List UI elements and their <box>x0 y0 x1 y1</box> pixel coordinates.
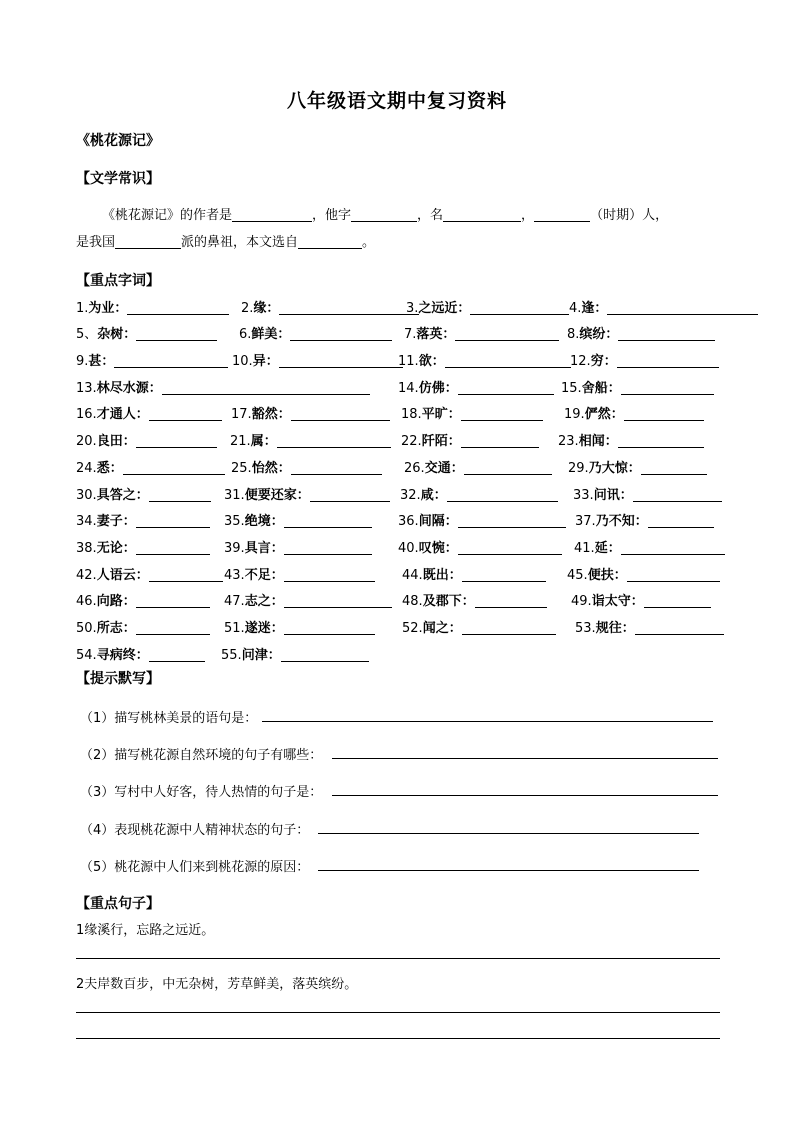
dictation-answer-line[interactable] <box>332 795 718 796</box>
vocab-item <box>398 537 562 556</box>
vocab-number: 4. <box>569 301 582 316</box>
dictation-answer-line[interactable] <box>318 833 699 834</box>
translation-line[interactable] <box>76 1038 720 1039</box>
dictation-item: （4）表现桃花源中人精神状态的句子： <box>80 823 310 838</box>
vocab-word: 舍船： <box>581 381 621 396</box>
vocab-item <box>400 484 558 503</box>
vocab-number: 39. <box>224 541 245 556</box>
vocab-answer-blank[interactable] <box>470 300 569 315</box>
vocab-word: 缤纷： <box>579 327 619 342</box>
vocab-number: 22. <box>401 434 422 449</box>
vocab-item <box>401 403 543 422</box>
source-blank[interactable] <box>298 234 362 249</box>
vocab-answer-blank[interactable] <box>291 406 390 421</box>
vocab-row <box>76 617 720 635</box>
vocab-answer-blank[interactable] <box>123 460 225 475</box>
vocab-number: 40. <box>398 541 419 556</box>
vocab-word: 阡陌： <box>421 434 461 449</box>
vocab-number: 41. <box>574 541 595 556</box>
vocab-number: 2. <box>241 301 254 316</box>
vocab-item <box>76 564 223 583</box>
vocab-item <box>76 510 210 529</box>
vocab-answer-blank[interactable] <box>284 593 392 608</box>
vocab-number: 26. <box>404 461 425 476</box>
vocab-answer-blank[interactable] <box>461 433 539 448</box>
vocab-number: 21. <box>230 434 251 449</box>
vocab-number: 19. <box>564 407 585 422</box>
vocab-number: 16. <box>76 407 97 422</box>
vocab-row <box>76 484 720 502</box>
vocab-word: 问讯： <box>593 488 633 503</box>
vocab-number: 30. <box>76 488 97 503</box>
vocab-answer-blank[interactable] <box>621 380 714 395</box>
vocab-word: 无论： <box>96 541 136 556</box>
vocab-item <box>231 403 390 422</box>
vocab-word: 具答之： <box>96 488 149 503</box>
literature-text: ，名 <box>417 208 444 223</box>
vocab-word: 豁然： <box>251 407 291 422</box>
vocab-word: 仿佛： <box>418 381 458 396</box>
vocab-item <box>402 564 546 583</box>
vocab-answer-blank[interactable] <box>277 433 391 448</box>
vocab-number: 8. <box>567 327 580 342</box>
vocab-word: 平旷： <box>421 407 461 422</box>
vocab-item <box>241 297 419 316</box>
vocab-item <box>571 590 711 609</box>
vocab-answer-blank[interactable] <box>136 433 217 448</box>
vocab-word: 交通： <box>424 461 464 476</box>
vocab-word: 诣太守： <box>591 594 644 609</box>
vocab-word: 之远近： <box>418 301 471 316</box>
vocab-word: 咸： <box>420 488 447 503</box>
dictation-item: （2）描写桃花源自然环境的句子有哪些： <box>80 748 323 763</box>
vocab-word: 具言： <box>244 541 284 556</box>
translation-line[interactable] <box>76 1012 720 1013</box>
vocab-word: 便扶： <box>587 568 627 583</box>
literature-text: ， <box>521 208 535 223</box>
vocab-word: 异： <box>252 354 279 369</box>
vocab-item <box>402 590 547 609</box>
vocab-number: 42. <box>76 568 97 583</box>
vocab-word: 悉： <box>96 461 123 476</box>
vocab-row <box>76 564 720 582</box>
vocab-answer-blank[interactable] <box>475 593 547 608</box>
vocab-item <box>76 457 225 476</box>
vocab-word: 志之： <box>244 594 284 609</box>
vocab-number: 45. <box>567 568 588 583</box>
vocab-item <box>398 350 571 369</box>
vocab-row <box>76 350 720 368</box>
vocab-number: 3. <box>406 301 419 316</box>
vocab-word: 相闻： <box>578 434 618 449</box>
vocab-answer-blank[interactable] <box>618 433 704 448</box>
vocab-number: 7. <box>404 327 417 342</box>
vocab-item <box>561 377 714 396</box>
vocab-answer-blank[interactable] <box>136 326 217 341</box>
vocab-number: 54. <box>76 648 97 663</box>
literature-text: ，他字 <box>312 208 352 223</box>
vocab-answer-blank[interactable] <box>458 380 554 395</box>
vocab-answer-blank[interactable] <box>458 513 566 528</box>
vocab-number: 48. <box>402 594 423 609</box>
vocab-row <box>76 323 720 341</box>
vocab-item <box>567 564 720 583</box>
given-name-blank[interactable] <box>443 207 521 222</box>
dictation-answer-line[interactable] <box>318 870 699 871</box>
vocab-item <box>574 537 725 556</box>
vocab-word: 间隔： <box>418 514 458 529</box>
vocab-number: 36. <box>398 514 419 529</box>
vocab-answer-blank[interactable] <box>618 326 715 341</box>
vocab-word: 甚： <box>88 354 115 369</box>
vocab-word: 良田： <box>96 434 136 449</box>
vocab-word: 怡然： <box>251 461 291 476</box>
vocab-word: 寻病终： <box>96 648 149 663</box>
vocab-number: 43. <box>224 568 245 583</box>
vocab-item <box>401 430 539 449</box>
vocab-item <box>398 377 554 396</box>
vocab-number: 10. <box>232 354 253 369</box>
vocab-answer-blank[interactable] <box>621 540 725 555</box>
literature-text: （时期）人， <box>590 208 669 223</box>
vocab-number: 17. <box>231 407 252 422</box>
dictation-item: （1）描写桃林美景的语句是： <box>80 711 258 726</box>
literature-text: 《桃花源记》的作者是 <box>102 208 233 223</box>
vocab-number: 31. <box>224 488 245 503</box>
dictation-item: （5）桃花源中人们来到桃花源的原因： <box>80 860 310 875</box>
vocab-word: 及郡下： <box>422 594 475 609</box>
vocab-word: 穷： <box>590 354 617 369</box>
literature-text: 是我国 <box>76 235 116 250</box>
vocab-item <box>76 537 210 556</box>
vocab-answer-blank[interactable] <box>644 593 711 608</box>
vocab-number: 37. <box>575 514 596 529</box>
vocab-number: 11. <box>398 354 419 369</box>
vocab-item <box>76 377 370 396</box>
vocab-number: 15. <box>561 381 582 396</box>
vocab-item <box>575 617 724 636</box>
vocab-word: 杂树： <box>97 327 137 342</box>
vocab-number: 44. <box>402 568 423 583</box>
vocab-number: 23. <box>558 434 579 449</box>
vocab-number: 18. <box>401 407 422 422</box>
vocab-item <box>76 430 217 449</box>
vocab-word: 闻之： <box>422 621 462 636</box>
vocab-item <box>558 430 704 449</box>
vocab-item <box>232 350 403 369</box>
vocab-number: 12. <box>570 354 591 369</box>
author-blank[interactable] <box>232 207 312 222</box>
vocab-item <box>569 297 758 316</box>
vocab-item <box>224 617 375 636</box>
vocab-word: 欲： <box>418 354 445 369</box>
vocab-word: 规往： <box>595 621 635 636</box>
vocab-item <box>230 430 391 449</box>
vocab-item <box>76 484 211 503</box>
literature-text: 派的鼻祖，本文选自 <box>181 235 299 250</box>
vocab-answer-blank[interactable] <box>447 487 558 502</box>
vocab-answer-blank[interactable] <box>291 460 382 475</box>
dictation-answer-line[interactable] <box>262 721 713 722</box>
vocab-word: 既出： <box>422 568 462 583</box>
vocab-answer-blank[interactable] <box>136 620 210 635</box>
vocab-row <box>76 377 720 395</box>
vocab-answer-blank[interactable] <box>445 353 571 368</box>
vocab-item <box>76 323 217 342</box>
vocab-word: 逢： <box>581 301 608 316</box>
vocab-answer-blank[interactable] <box>462 567 546 582</box>
vocab-row <box>76 403 720 421</box>
vocab-word: 不足： <box>244 568 284 583</box>
vocab-word: 延： <box>594 541 621 556</box>
vocab-number: 6. <box>239 327 252 342</box>
vocab-answer-blank[interactable] <box>464 460 552 475</box>
vocab-item <box>239 323 392 342</box>
vocab-number: 1. <box>76 301 89 316</box>
vocab-answer-blank[interactable] <box>617 353 719 368</box>
vocab-word: 鲜美： <box>251 327 291 342</box>
vocab-number: 51. <box>224 621 245 636</box>
vocab-item <box>76 644 205 663</box>
vocab-answer-blank[interactable] <box>462 620 556 635</box>
vocab-word: 属： <box>250 434 277 449</box>
vocab-number: 34. <box>76 514 97 529</box>
vocab-item <box>402 617 556 636</box>
vocab-word: 问津： <box>241 648 281 663</box>
vocab-number: 53. <box>575 621 596 636</box>
vocab-answer-blank[interactable] <box>162 380 370 395</box>
dictation-answer-line[interactable] <box>332 758 718 759</box>
vocab-word: 缘： <box>253 301 280 316</box>
vocab-word: 叹惋： <box>418 541 458 556</box>
vocab-item <box>573 484 722 503</box>
vocab-answer-blank[interactable] <box>284 567 375 582</box>
vocab-number: 5、 <box>76 327 98 342</box>
vocab-item <box>76 297 229 316</box>
vocab-word: 妻子： <box>96 514 136 529</box>
vocab-answer-blank[interactable] <box>461 406 543 421</box>
literature-paragraph <box>76 202 720 256</box>
vocab-row <box>76 644 720 662</box>
vocab-word: 才通人： <box>96 407 149 422</box>
vocab-answer-blank[interactable] <box>648 513 714 528</box>
courtesy-name-blank[interactable] <box>351 207 417 222</box>
vocab-item <box>575 510 714 529</box>
vocab-number: 35. <box>224 514 245 529</box>
vocab-item <box>76 350 228 369</box>
vocab-answer-blank[interactable] <box>281 647 369 662</box>
vocab-item <box>76 617 210 636</box>
vocab-answer-blank[interactable] <box>607 300 758 315</box>
vocab-answer-blank[interactable] <box>149 647 205 662</box>
vocab-answer-blank[interactable] <box>279 353 403 368</box>
vocab-answer-blank[interactable] <box>290 326 392 341</box>
vocab-item <box>224 510 372 529</box>
dictation-heading: 【提示默写】 <box>76 671 160 687</box>
vocab-number: 13. <box>76 381 97 396</box>
vocab-item <box>76 403 222 422</box>
vocab-item <box>567 323 715 342</box>
vocab-number: 47. <box>224 594 245 609</box>
vocab-answer-blank[interactable] <box>624 406 704 421</box>
vocab-word: 所志： <box>96 621 136 636</box>
vocab-number: 20. <box>76 434 97 449</box>
vocab-word: 林尽水源： <box>96 381 162 396</box>
vocab-number: 52. <box>402 621 423 636</box>
vocab-answer-blank[interactable] <box>136 540 210 555</box>
vocab-word: 人语云： <box>96 568 149 583</box>
vocab-item <box>231 457 382 476</box>
vocab-answer-blank[interactable] <box>627 567 720 582</box>
dictation-item: （3）写村中人好客，待人热情的句子是： <box>80 785 323 800</box>
vocab-number: 33. <box>573 488 594 503</box>
vocab-number: 25. <box>231 461 252 476</box>
vocab-answer-blank[interactable] <box>136 593 210 608</box>
literature-text: 。 <box>362 235 376 250</box>
vocab-answer-blank[interactable] <box>149 567 223 582</box>
section-title: 《桃花源记》 <box>76 133 160 149</box>
vocab-item <box>224 484 390 503</box>
vocab-word: 俨然： <box>584 407 624 422</box>
vocab-item <box>570 350 719 369</box>
vocab-item <box>224 537 372 556</box>
vocab-number: 46. <box>76 594 97 609</box>
vocab-answer-blank[interactable] <box>284 620 375 635</box>
vocab-item <box>406 297 569 316</box>
vocab-item <box>568 457 707 476</box>
vocab-answer-blank[interactable] <box>136 513 210 528</box>
page-title: 八年级语文期中复习资料 <box>286 90 507 112</box>
vocab-item <box>564 403 704 422</box>
vocab-row <box>76 590 720 608</box>
vocab-answer-blank[interactable] <box>114 353 228 368</box>
sentences-heading: 【重点句子】 <box>76 896 160 912</box>
vocab-word: 向路： <box>96 594 136 609</box>
vocab-answer-blank[interactable] <box>635 620 724 635</box>
vocab-word: 绝境： <box>244 514 284 529</box>
vocab-number: 24. <box>76 461 97 476</box>
vocab-number: 29. <box>568 461 589 476</box>
vocab-word: 乃大惊： <box>588 461 641 476</box>
literature-heading: 【文学常识】 <box>76 171 160 187</box>
vocab-row <box>76 457 720 475</box>
vocab-word: 为业： <box>88 301 128 316</box>
vocab-row <box>76 510 720 528</box>
vocab-word: 便要还家： <box>244 488 310 503</box>
vocab-number: 49. <box>571 594 592 609</box>
vocab-word: 乃不知： <box>595 514 648 529</box>
translation-line[interactable] <box>76 958 720 959</box>
vocab-answer-blank[interactable] <box>310 487 390 502</box>
vocab-heading: 【重点字词】 <box>76 273 160 289</box>
vocab-item <box>76 590 210 609</box>
vocab-row <box>76 430 720 448</box>
vocab-number: 55. <box>221 648 242 663</box>
vocab-item <box>404 457 552 476</box>
vocab-answer-blank[interactable] <box>284 513 372 528</box>
vocab-number: 9. <box>76 354 89 369</box>
key-sentence: 2夫岸数百步，中无杂树，芳草鲜美，落英缤纷。 <box>76 977 358 992</box>
vocab-answer-blank[interactable] <box>641 460 707 475</box>
vocab-answer-blank[interactable] <box>149 406 222 421</box>
period-blank[interactable] <box>534 207 590 222</box>
key-sentence: 1缘溪行，忘路之远近。 <box>76 923 215 938</box>
vocab-answer-blank[interactable] <box>458 540 562 555</box>
vocab-answer-blank[interactable] <box>279 300 419 315</box>
vocab-answer-blank[interactable] <box>455 326 559 341</box>
vocab-number: 14. <box>398 381 419 396</box>
vocab-answer-blank[interactable] <box>127 300 229 315</box>
vocab-number: 38. <box>76 541 97 556</box>
vocab-item <box>404 323 559 342</box>
vocab-row <box>76 297 720 315</box>
vocab-item <box>221 644 369 663</box>
school-blank[interactable] <box>115 234 181 249</box>
vocab-answer-blank[interactable] <box>284 540 372 555</box>
vocab-answer-blank[interactable] <box>633 487 722 502</box>
vocab-item <box>398 510 566 529</box>
vocab-number: 50. <box>76 621 97 636</box>
vocab-row <box>76 537 720 555</box>
vocab-word: 落英： <box>416 327 456 342</box>
vocab-number: 32. <box>400 488 421 503</box>
vocab-item <box>224 564 375 583</box>
vocab-word: 遂迷： <box>244 621 284 636</box>
vocab-answer-blank[interactable] <box>149 487 211 502</box>
vocab-item <box>224 590 392 609</box>
